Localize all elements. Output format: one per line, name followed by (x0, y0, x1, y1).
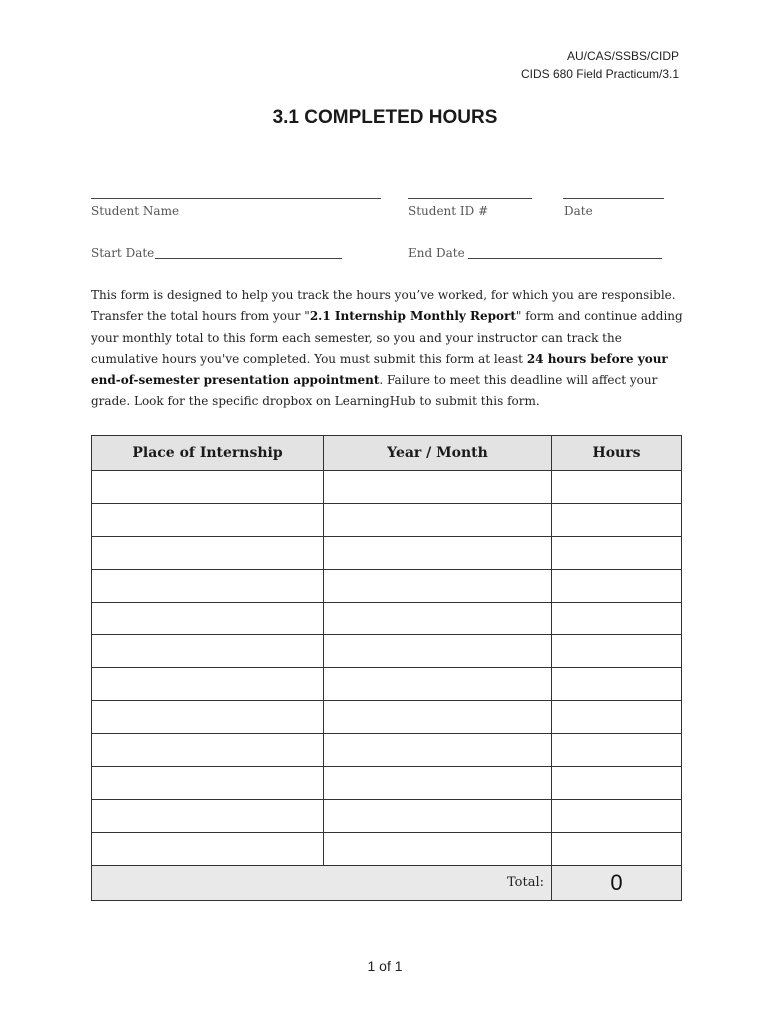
year-month-cell[interactable] (324, 701, 552, 734)
header-code: AU/CAS/SSBS/CIDP (566, 49, 679, 63)
place-cell[interactable] (92, 602, 324, 635)
end-date-field[interactable] (468, 258, 662, 259)
place-cell[interactable] (92, 701, 324, 734)
place-cell[interactable] (92, 668, 324, 701)
total-row (92, 865, 682, 900)
year-month-cell[interactable] (324, 799, 552, 832)
student-id-label: Student ID # (408, 204, 489, 218)
table-row (92, 701, 682, 734)
page-number: 1 of 1 (367, 958, 403, 974)
place-cell[interactable] (92, 799, 324, 832)
table-row (92, 602, 682, 635)
year-month-cell[interactable] (324, 569, 552, 602)
instructions-text-2: " form and continue adding your monthly total to this form each semester, so you and your instructor can track the cumulative hours you've completed. You must submit this form at least (91, 309, 683, 366)
hours-cell[interactable] (552, 503, 682, 536)
table-row (92, 635, 682, 668)
column-header-place: Place of Internship (92, 436, 324, 471)
hours-cell[interactable] (552, 734, 682, 767)
table-row (92, 569, 682, 602)
table-row (92, 471, 682, 504)
place-cell[interactable] (92, 503, 324, 536)
year-month-cell[interactable] (324, 635, 552, 668)
hours-cell[interactable] (552, 767, 682, 800)
table-row (92, 536, 682, 569)
table-row (92, 668, 682, 701)
place-cell[interactable] (92, 832, 324, 865)
hours-cell[interactable] (552, 569, 682, 602)
year-month-cell[interactable] (324, 536, 552, 569)
table-row (92, 734, 682, 767)
column-header-year-month: Year / Month (324, 436, 552, 471)
student-id-field[interactable] (408, 198, 532, 199)
table-row (92, 767, 682, 800)
year-month-cell[interactable] (324, 471, 552, 504)
start-date-label: Start Date (91, 246, 155, 260)
instructions-paragraph (91, 285, 685, 413)
table-row (92, 832, 682, 865)
place-cell[interactable] (92, 536, 324, 569)
total-hours-value: 0 (552, 865, 682, 900)
total-label: Total: (92, 865, 552, 900)
hours-cell[interactable] (552, 471, 682, 504)
hours-cell[interactable] (552, 635, 682, 668)
year-month-cell[interactable] (324, 503, 552, 536)
year-month-cell[interactable] (324, 734, 552, 767)
year-month-cell[interactable] (324, 767, 552, 800)
place-cell[interactable] (92, 635, 324, 668)
start-date-field[interactable] (155, 258, 342, 259)
hours-cell[interactable] (552, 536, 682, 569)
table-row (92, 503, 682, 536)
instructions-bold-deadline: 24 hours before your end-of-semester presentation appointment (91, 351, 668, 388)
table-row (92, 799, 682, 832)
header-course: CIDS 680 Field Practicum/3.1 (520, 67, 679, 81)
instructions-text-1: This form is designed to help you track the hours you’ve worked, for which you are responsible. Transfer the total hours from your " (91, 288, 676, 324)
hours-cell[interactable] (552, 832, 682, 865)
date-field[interactable] (563, 198, 664, 199)
date-label: Date (564, 204, 593, 218)
hours-cell[interactable] (552, 668, 682, 701)
hours-table (91, 435, 682, 901)
column-header-hours: Hours (552, 436, 682, 471)
page-title: 3.1 COMPLETED HOURS (272, 107, 498, 128)
student-name-field[interactable] (91, 198, 381, 199)
hours-cell[interactable] (552, 701, 682, 734)
place-cell[interactable] (92, 767, 324, 800)
end-date-label: End Date (408, 246, 465, 260)
year-month-cell[interactable] (324, 832, 552, 865)
instructions-bold-report: 2.1 Internship Monthly Report (309, 309, 516, 324)
hours-cell[interactable] (552, 799, 682, 832)
place-cell[interactable] (92, 471, 324, 504)
place-cell[interactable] (92, 734, 324, 767)
table-header-row (92, 436, 682, 471)
hours-cell[interactable] (552, 602, 682, 635)
year-month-cell[interactable] (324, 668, 552, 701)
instructions-text-3: . Failure to meet this deadline will affect your grade. Look for the specific dropbox on LearningHub to submit this form. (91, 373, 658, 409)
student-name-label: Student Name (91, 204, 180, 218)
year-month-cell[interactable] (324, 602, 552, 635)
place-cell[interactable] (92, 569, 324, 602)
